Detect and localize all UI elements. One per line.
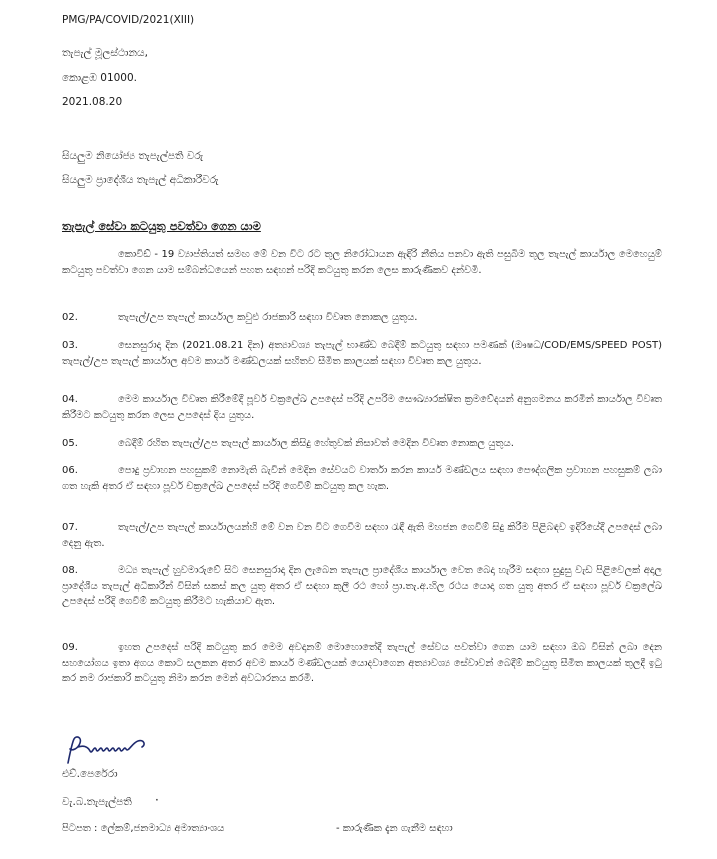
paragraph-number: 06. [62, 465, 78, 476]
reference-number: PMG/PA/COVID/2021(XIII) [62, 14, 195, 26]
paragraph-text: මධ්‍ය තැපැල් හුවමාරුවේ සිට සෙනසුරාදා දින ලැබෙන තැපැල ප්‍රාදේශීය කාර්යාල වෙත බෙදා හැරීම සඳහා සුදුසු වැඩ පිළිවෙලක් අදාල ප්‍රාදේශීය තැපැල් අධිකාරීන් විසින් සකස් කල යුතු අතර ඒ සඳහා කුලී රථ හෝ ප්‍රා.තැ.අ.හිල රථය යොදා ගත යුතු අතර ඒ සඳහා පූර්ව චක්‍රලේඛ උපදෙස් පරිදි ගෙවීම් කටයුතු කිරීමට හැකියාව ඇත. [62, 565, 662, 607]
paragraph-02 [62, 310, 662, 326]
paragraph-05 [62, 436, 662, 452]
signatory-title: වැ.බ.තැපැල්පති [62, 796, 132, 808]
paragraph-number: 05. [62, 438, 78, 449]
paragraph-number: 03. [62, 340, 78, 351]
paragraph-text: තැපැල්/උප තැපැල් කාර්යාල කවුළු රාජකාරි සඳහා විවෘත නොකල යුතුය. [118, 312, 418, 323]
copy-to: පිටපත : ලේකම්,ජනමාධ්‍ය අමාත්‍යාංශය [62, 823, 225, 834]
address-line-2: කොළඹ 01000. [62, 72, 138, 84]
paragraph-number: 07. [62, 522, 78, 533]
paragraph-text: පොදු ප්‍රවාහන පහසුකම් නොමැති බැවින් මෙදින සේවයට වාර්තා කරන කාර්ය මණ්ඩලය සඳහා පෞද්ගලික ප්‍රවාහන පහසුකම් ලබා ගත හැකි අතර ඒ සඳහා පූර්ව චක්‍රලේඛ උපදෙස් පරිදි ගෙවීම් කටයුතු කල හැක. [62, 465, 662, 492]
letter-date: 2021.08.20 [62, 96, 123, 108]
copy-note: - කාරුණික දැන ගැනීම සඳහා [336, 823, 453, 834]
paragraph-text: සෙනසුරාදා දින (2021.08.21 දින) අත්‍යාවශ්‍ය තැපැල් භාණ්ඩ බෙදීම් කටයුතු සඳහා පමණක් (ඖෂධ/COD/EMS/SPEED POST) තැපැල්/උප තැපැල් කාර්යාල අවම කාර්ය මණ්ඩලයක් සහිතව සීමිත කාලයක් සඳහා විවෘත කල යුතුය. [62, 340, 662, 367]
recipient-line-1: සියලුම නියෝජ්‍ය තැපැල්පති වරු [62, 150, 204, 162]
paragraph-04 [62, 392, 662, 423]
handwritten-signature [58, 733, 158, 767]
paragraph-03 [62, 338, 662, 369]
paragraph-number: 08. [62, 565, 78, 576]
address-line-1: තැපැල් මූලස්ථානය, [62, 47, 148, 59]
subject-heading: තැපැල් සේවා කටයුතු පවත්වා ගෙන යාම [62, 219, 261, 233]
signatory-mark: · [155, 793, 159, 807]
paragraph-09 [62, 640, 662, 687]
paragraph-text: මෙම කාර්යාල විවෘත කිරීමේදී පූර්ව චක්‍රලේඛ උපදෙස් පරිදි උපරිම සෞඛ්‍යාරක්ෂිත ක්‍රමවේදයන් අනුගමනය කරමින් කාර්යාල විවෘත කිරීමට කටයුතු කරන ලෙස උපදෙස් දිය යුතුය. [62, 394, 662, 421]
recipient-line-2: සියලුම ප්‍රාදේශීය තැපැල් අධිකාරීවරු [62, 174, 219, 186]
paragraph-text: ඉහත උපදෙස් පරිදි කටයුතු කර මෙම අවදානම් මොහොතේදී තැපැල් සේවය පවත්වා ගෙන යාම සඳහා ඔබ විසින් ලබා දෙන සහයෝගය ඉතා අගය කොට සලකන අතර අවම කාර්ය මණ්ඩලයක් යොදවාගෙන අත්‍යාවශ්‍ය සේවාවන් බෙදීම් කටයුතු සීමිත කාලයක් තුලදී ඉටු කර නම රාජකාරි කටයුතු නිමා කරන මෙන් අවධාරනය කරමි. [62, 642, 662, 684]
signatory-name: එච්.පෙරේරා [62, 768, 118, 780]
paragraph-number: 04. [62, 394, 78, 405]
paragraph-08 [62, 563, 662, 610]
intro-text: කොවිඩ් - 19 ව්‍යාප්තියත් සමඟ මේ වන විට රට තුල නිරෝධායන ඇඳිරි නීතිය පනවා ඇති පසුබිම තුල තැපැල් කාර්යාල මෙහෙයුම් කටයුතු පවත්වා ගෙන යාම සම්බන්ධයෙන් පහත සඳහන් පරිදි කටයුතු කරන ලෙස කාරුණිකව දන්වමි. [62, 249, 662, 276]
paragraph-number: 09. [62, 642, 78, 653]
paragraph-number: 02. [62, 312, 78, 323]
paragraph-text: බෙදීම් රහිත තැපැල්/උප තැපැල් කාර්යාල කිසිදු හේතුවක් නිසාවත් මෙදින විවෘත නොකල යුතුය. [118, 438, 514, 449]
intro-paragraph [62, 247, 662, 278]
paragraph-text: තැපැල්/උප තැපැල් කාර්යාලයන්හි මේ වන වන විට ගෙවීම සඳහා රැඳී ඇති මහජන ගෙවීම් සිදු කිරීම පිළිබඳව ඉදිරියේදී උපදෙස් ලබා දෙනු ඇත. [62, 522, 662, 549]
paragraph-07 [62, 520, 662, 551]
paragraph-06 [62, 463, 662, 494]
